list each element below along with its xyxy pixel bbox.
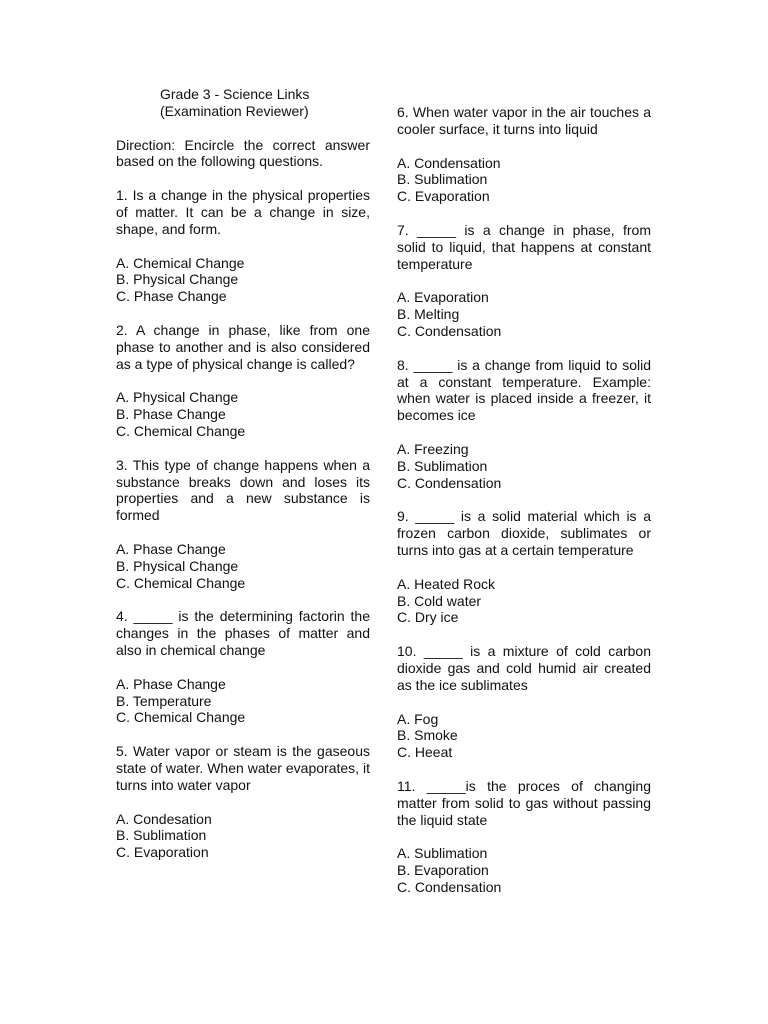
answer-options bbox=[116, 676, 370, 726]
option-a: A. Chemical Change bbox=[116, 254, 245, 271]
question-text: 11. _____is the proces of changing matter from solid to gas without passing the liquid state bbox=[397, 777, 651, 828]
answer-options bbox=[397, 845, 651, 895]
answer-options bbox=[116, 541, 370, 591]
question-2 bbox=[116, 322, 370, 440]
option-a: A. Heated Rock bbox=[397, 575, 496, 592]
option-a: A. Freezing bbox=[397, 440, 469, 457]
answer-options bbox=[397, 576, 651, 626]
question-9 bbox=[397, 508, 651, 626]
option-c: C. Heeat bbox=[397, 744, 453, 761]
question-text: 8. _____ is a change from liquid to solid at a constant temperature. Example: when water is placed inside a freezer, it becomes ice bbox=[397, 356, 651, 424]
question-11 bbox=[397, 778, 651, 896]
document-header bbox=[116, 86, 370, 120]
right-column bbox=[397, 104, 651, 913]
question-8 bbox=[397, 357, 651, 492]
option-b: B. Physical Change bbox=[116, 271, 239, 288]
question-3 bbox=[116, 457, 370, 592]
option-b: B. Smoke bbox=[397, 727, 458, 744]
option-c: C. Condensation bbox=[397, 474, 502, 491]
question-text: 6. When water vapor in the air touches a cooler surface, it turns into liquid bbox=[397, 104, 651, 137]
answer-options bbox=[397, 289, 651, 339]
left-column bbox=[116, 86, 370, 878]
question-text: 10. _____ is a mixture of cold carbon dioxide gas and cold humid air created as the ice sublimates bbox=[397, 643, 651, 693]
question-text: 4. _____ is the determining factorin the changes in the phases of matter and also in chemical change bbox=[116, 608, 370, 658]
option-a: A. Fog bbox=[397, 710, 439, 727]
option-a: A. Condesation bbox=[116, 810, 212, 827]
question-10 bbox=[397, 643, 651, 761]
option-b: B. Melting bbox=[397, 306, 460, 323]
document-subtitle: (Examination Reviewer) bbox=[160, 102, 309, 119]
option-c: C. Condensation bbox=[397, 878, 502, 895]
option-c: C. Chemical Change bbox=[116, 709, 246, 726]
question-7 bbox=[397, 222, 651, 340]
question-5 bbox=[116, 743, 370, 861]
question-text: 1. Is a change in the physical properties of matter. It can be a change in size, shape, and form. bbox=[116, 187, 370, 237]
answer-options bbox=[116, 389, 370, 439]
directions-text: Direction: Encircle the correct answer based on the following questions. bbox=[116, 136, 370, 170]
option-a: A. Condensation bbox=[397, 154, 501, 171]
question-text: 3. This type of change happens when a substance breaks down and loses its properties and a new substance is formed bbox=[116, 456, 370, 524]
option-b: B. Cold water bbox=[397, 592, 482, 609]
option-a: A. Sublimation bbox=[397, 845, 488, 862]
question-text: 5. Water vapor or steam is the gaseous state of water. When water evaporates, it turns into water vapor bbox=[116, 743, 370, 793]
question-text: 7. _____ is a change in phase, from solid to liquid, that happens at constant temperature bbox=[397, 221, 651, 272]
option-a: A. Phase Change bbox=[116, 540, 226, 557]
option-c: C. Condensation bbox=[397, 322, 502, 339]
question-4 bbox=[116, 608, 370, 726]
option-c: C. Phase Change bbox=[116, 288, 227, 305]
option-c: C. Evaporation bbox=[116, 844, 209, 861]
option-a: A. Phase Change bbox=[116, 675, 226, 692]
answer-options bbox=[116, 811, 370, 861]
answer-options bbox=[116, 255, 370, 305]
question-text: 2. A change in phase, like from one phase to another and is also considered as a type of physical change is called? bbox=[116, 321, 370, 372]
option-b: B. Physical Change bbox=[116, 557, 239, 574]
question-1 bbox=[116, 187, 370, 305]
option-c: C. Chemical Change bbox=[116, 422, 246, 439]
question-6 bbox=[397, 104, 651, 205]
answer-options bbox=[397, 155, 651, 205]
option-b: B. Sublimation bbox=[397, 457, 488, 474]
option-b: B. Phase Change bbox=[116, 406, 226, 423]
option-c: C. Chemical Change bbox=[116, 574, 246, 591]
question-text: 9. _____ is a solid material which is a frozen carbon dioxide, sublimates or turns into gas at a certain temperature bbox=[397, 508, 651, 558]
answer-options bbox=[397, 441, 651, 491]
option-a: A. Evaporation bbox=[397, 289, 489, 306]
option-a: A. Physical Change bbox=[116, 389, 239, 406]
option-c: C. Dry ice bbox=[397, 609, 459, 626]
answer-options bbox=[397, 711, 651, 761]
option-b: B. Temperature bbox=[116, 692, 212, 709]
option-c: C. Evaporation bbox=[397, 188, 490, 205]
document-title: Grade 3 - Science Links bbox=[160, 86, 310, 102]
option-b: B. Evaporation bbox=[397, 862, 489, 879]
option-b: B. Sublimation bbox=[397, 171, 488, 188]
option-b: B. Sublimation bbox=[116, 827, 207, 844]
